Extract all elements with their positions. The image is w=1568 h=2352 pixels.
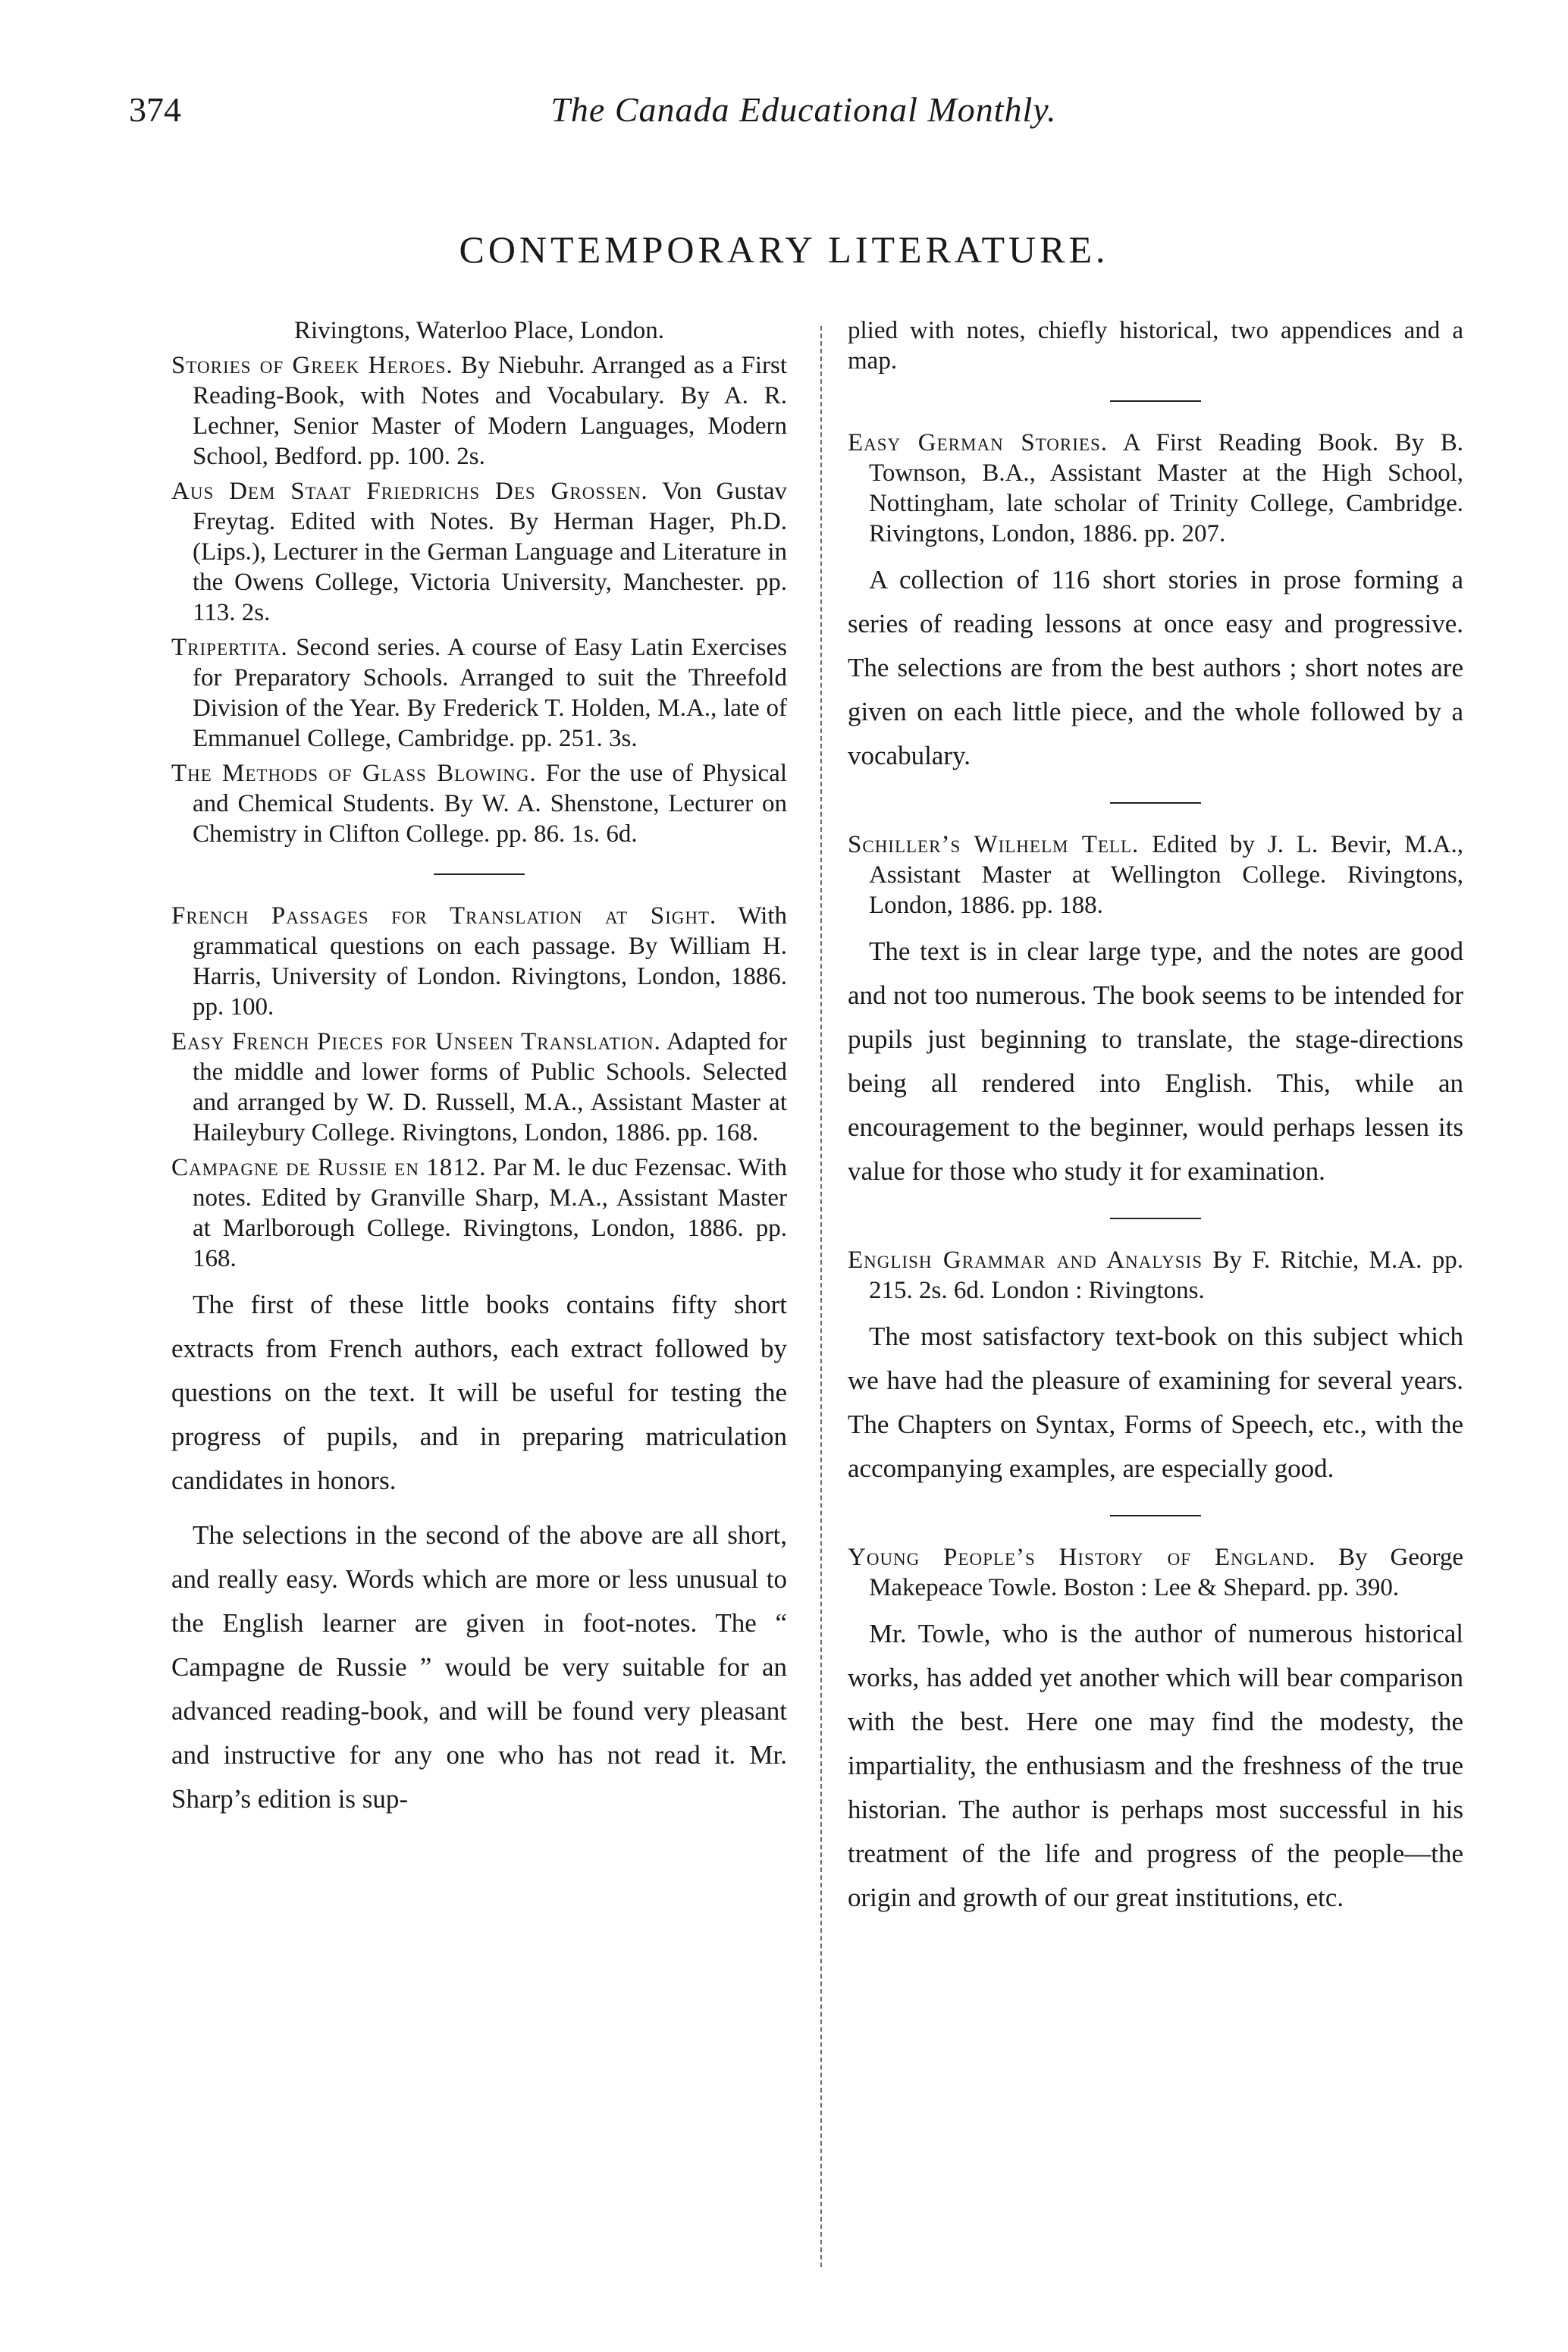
book-details: By F. Ritchie, M.A. pp. 215. 2s. 6d. London : Rivingtons.	[869, 1247, 1463, 1304]
left-column	[171, 315, 787, 1832]
book-title: Tripertita.	[171, 634, 288, 661]
right-column	[848, 315, 1463, 1930]
book-title: English Grammar and Analysis	[848, 1247, 1203, 1274]
book-title: Stories of Greek Heroes.	[171, 352, 453, 379]
book-details: Par M. le duc Fezensac. With notes. Edited by Granville Sharp, M.A., Assistant Master at Marlborough College. Rivingtons, London, 1886. pp. 168.	[193, 1154, 787, 1272]
review-paragraph: The most satisfactory text-book on this subject which we have had the pleasure of examining for several years. The Chapters on Syntax, Forms of Speech, etc., with the accompanying examples, are especially good.	[848, 1322, 1463, 1483]
book-details: Second series. A course of Easy Latin Exercises for Preparatory Schools. Arranged to suit the Threefold Division of the Year. By Frederick T. Holden, M.A., late of Emmanuel College, Cambridge. pp. 251. 3s.	[193, 634, 787, 752]
section-rule	[1110, 1218, 1201, 1219]
review-paragraph: The text is in clear large type, and the notes are good and not too numerous. The book seems to be intended for pupils just beginning to translate, the stage-directions being all rendered into English. This, while an encouragement to the beginner, would perhaps lessen its value for those who study it for examination.	[848, 936, 1463, 1186]
book-entry	[848, 1245, 1463, 1306]
book-details: By Niebuhr. Arranged as a First Reading-Book, with Notes and Vocabulary. By A. R. Lechner, Senior Master of Modern Languages, Modern School, Bedford. pp. 100. 2s.	[193, 352, 787, 470]
book-details: By George Makepeace Towle. Boston : Lee & Shepard. pp. 390.	[869, 1544, 1464, 1601]
section-rule	[1110, 1515, 1201, 1516]
book-title: Aus Dem Staat Friedrichs Des Grossen.	[171, 478, 648, 505]
book-entry	[171, 1152, 787, 1274]
review-paragraph: Mr. Towle, who is the author of numerous historical works, has added yet another which will bear comparison with the best. Here one may find the modesty, the impartiality, the enthusiasm and the freshness of the true historian. The author is perhaps most successful in his treatment of the life and progress of the people—the origin and growth of our great institutions, etc.	[848, 1619, 1463, 1912]
book-title: Campagne de Russie en 1812.	[171, 1154, 487, 1181]
review-paragraph: The first of these little books contains fifty short extracts from French authors, each extract followed by questions on the text. It will be useful for testing the progress of pupils, and in preparing matriculation candidates in honors.	[171, 1290, 787, 1495]
page-number: 374	[129, 90, 181, 129]
book-title: The Methods of Glass Blowing.	[171, 760, 537, 787]
book-entry	[848, 829, 1463, 920]
column-divider	[820, 326, 822, 2267]
book-entry	[171, 901, 787, 1022]
book-entry	[171, 476, 787, 628]
book-title: Easy French Pieces for Unseen Translation.	[171, 1028, 661, 1055]
section-title: CONTEMPORARY LITERATURE.	[459, 228, 1109, 271]
book-details: A First Reading Book. By B. Townson, B.A., Assistant Master at the High School, Nottingham, late scholar of Trinity College, Cambridge. Rivingtons, London, 1886. pp. 207.	[869, 429, 1464, 547]
review-paragraph: A collection of 116 short stories in prose forming a series of reading lessons at once easy and progressive. The selections are from the best authors ; short notes are given on each little piece, and the whole followed by a vocabulary.	[848, 565, 1463, 770]
publisher-line: Rivingtons, Waterloo Place, London.	[293, 317, 664, 344]
book-title: Schiller’s Wilhelm Tell.	[848, 831, 1140, 858]
book-details: With grammatical questions on each passage. By William H. Harris, University of London. Rivingtons, London, 1886. pp. 100.	[193, 902, 787, 1021]
book-entry	[848, 1542, 1463, 1603]
book-entry	[171, 632, 787, 754]
book-title: Young People’s History of England.	[848, 1544, 1316, 1571]
book-details: Von Gustav Freytag. Edited with Notes. By Herman Hager, Ph.D. (Lips.), Lecturer in the German Language and Literature in the Owens College, Victoria University, Manchester. pp. 113. 2s.	[193, 478, 787, 626]
book-details: Edited by J. L. Bevir, M.A., Assistant Master at Wellington College. Rivingtons, London, 1886. pp. 188.	[869, 831, 1463, 919]
book-entry	[848, 428, 1463, 549]
book-entry	[171, 1027, 787, 1148]
section-rule	[1110, 802, 1201, 804]
book-entry	[171, 350, 787, 472]
book-title: Easy German Stories.	[848, 429, 1109, 456]
section-rule	[434, 873, 525, 875]
running-title: The Canada Educational Monthly.	[550, 90, 1057, 129]
book-details: For the use of Physical and Chemical Students. By W. A. Shenstone, Lecturer on Chemistry in Clifton College. pp. 86. 1s. 6d.	[193, 760, 787, 848]
continued-text: plied with notes, chiefly historical, two appendices and a map.	[848, 317, 1463, 375]
section-rule	[1110, 400, 1201, 402]
review-paragraph: The selections in the second of the above are all short, and really easy. Words which are more or less unusual to the English learner are given in foot-notes. The “ Campagne de Russie ” would be very suitable for an advanced reading-book, and will be found very pleasant and instructive for any one who has not read it. Mr. Sharp’s edition is sup-	[171, 1520, 787, 1814]
page-header	[129, 89, 1479, 135]
book-entry	[171, 758, 787, 849]
book-title: French Passages for Translation at Sight.	[171, 902, 717, 930]
book-details: Adapted for the middle and lower forms of Public Schools. Selected and arranged by W. D. Russell, M.A., Assistant Master at Haileybury College. Rivingtons, London, 1886. pp. 168.	[193, 1028, 787, 1146]
